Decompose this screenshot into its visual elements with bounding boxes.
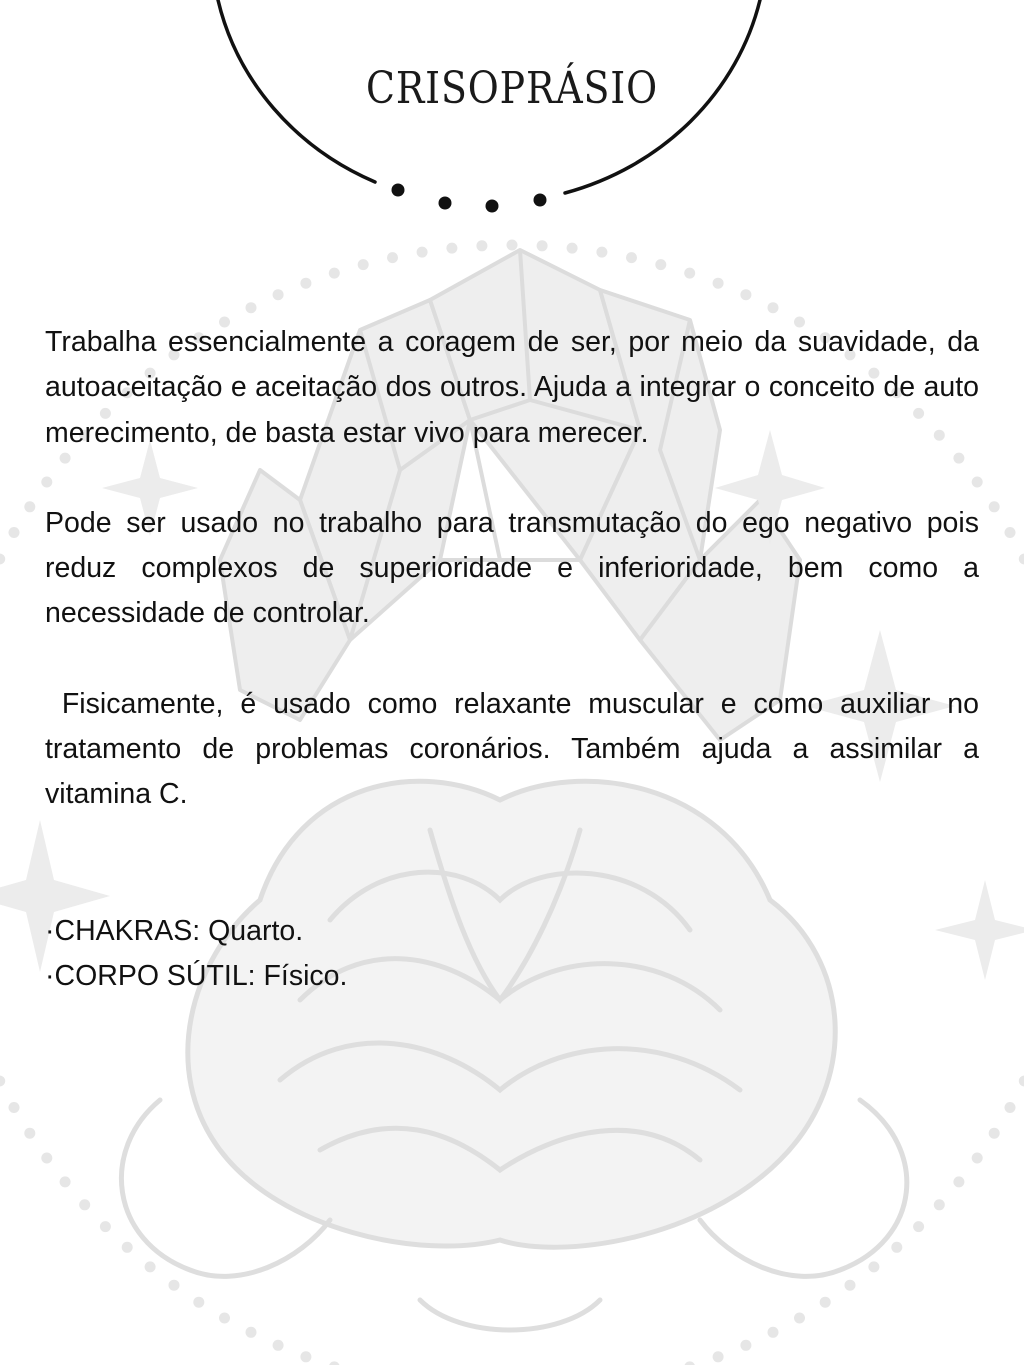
watermark-dot (1019, 554, 1024, 565)
watermark-dot (122, 1242, 133, 1253)
watermark-dot (79, 1199, 90, 1210)
watermark-dot (145, 1261, 156, 1272)
watermark-dot (1019, 1076, 1024, 1087)
watermark-dot (768, 1327, 779, 1338)
watermark-dot (740, 289, 751, 300)
watermark-dot (596, 247, 607, 258)
watermark-dot (507, 240, 518, 251)
watermark-dot (891, 1242, 902, 1253)
watermark-dot (476, 240, 487, 251)
watermark-dot (41, 1153, 52, 1164)
watermark-dot (740, 1340, 751, 1351)
watermark-dot (446, 243, 457, 254)
watermark-dot (537, 240, 548, 251)
watermark-dot (913, 1221, 924, 1232)
watermark-dot (684, 1361, 695, 1365)
watermark-dot (953, 1176, 964, 1187)
watermark-dot (100, 1221, 111, 1232)
watermark-dot (300, 278, 311, 289)
watermark-dot (626, 252, 637, 263)
watermark-dot (387, 252, 398, 263)
paragraph-3: Fisicamente, é usado como relaxante muscular e como auxiliar no tratamento de problemas coronários. Também ajuda a assimilar a vitamina C. (45, 687, 987, 811)
watermark-dot (246, 1327, 257, 1338)
watermark-dot (934, 1199, 945, 1210)
description-body (45, 320, 987, 999)
watermark-dot (193, 1297, 204, 1308)
watermark-dot (9, 1102, 20, 1113)
watermark-dot (169, 1280, 180, 1291)
watermark-dot (713, 1351, 724, 1362)
watermark-dot (60, 1176, 71, 1187)
page-title: CRISOPRÁSIO (366, 63, 658, 115)
watermark-dot (794, 1313, 805, 1324)
watermark-dot (329, 1361, 340, 1365)
watermark-dot (417, 247, 428, 258)
watermark-dot (989, 1128, 1000, 1139)
watermark-dot (567, 243, 578, 254)
watermark-dot (9, 527, 20, 538)
watermark-dot (300, 1351, 311, 1362)
subtle-body-attribute: ·CORPO SÚTIL: Físico. (45, 959, 348, 992)
watermark-dot (845, 1280, 856, 1291)
watermark-dot (820, 1297, 831, 1308)
watermark-dot (768, 302, 779, 313)
watermark-dot (868, 1261, 879, 1272)
paragraph-1: Trabalha essencialmente a coragem de ser, por meio da suavidade, da autoaceitação e aceitação dos outros. Ajuda a integrar o conceito de auto merecimento, de basta estar vivo para merecer. (45, 326, 979, 449)
watermark-dot (655, 259, 666, 270)
paragraph-2: Pode ser usado no trabalho para transmutação do ego negativo pois reduz complexos de superioridade e inferioridade, bem como a necessidade de controlar. (45, 506, 979, 630)
watermark-dot (24, 1128, 35, 1139)
watermark-dot (989, 501, 1000, 512)
watermark-dot (273, 1340, 284, 1351)
watermark-dot (329, 268, 340, 279)
watermark-dot (358, 259, 369, 270)
watermark-dot (713, 278, 724, 289)
watermark-dot (1005, 527, 1016, 538)
watermark-dot (246, 302, 257, 313)
watermark-dot (24, 501, 35, 512)
watermark-dot (273, 289, 284, 300)
watermark-dot (684, 268, 695, 279)
chakras-attribute: ·CHAKRAS: Quarto. (45, 914, 304, 947)
watermark-dot (0, 554, 5, 565)
watermark-dot (219, 1313, 230, 1324)
watermark-dot (0, 1076, 5, 1087)
watermark-dot (1005, 1102, 1016, 1113)
watermark-dot (972, 1153, 983, 1164)
